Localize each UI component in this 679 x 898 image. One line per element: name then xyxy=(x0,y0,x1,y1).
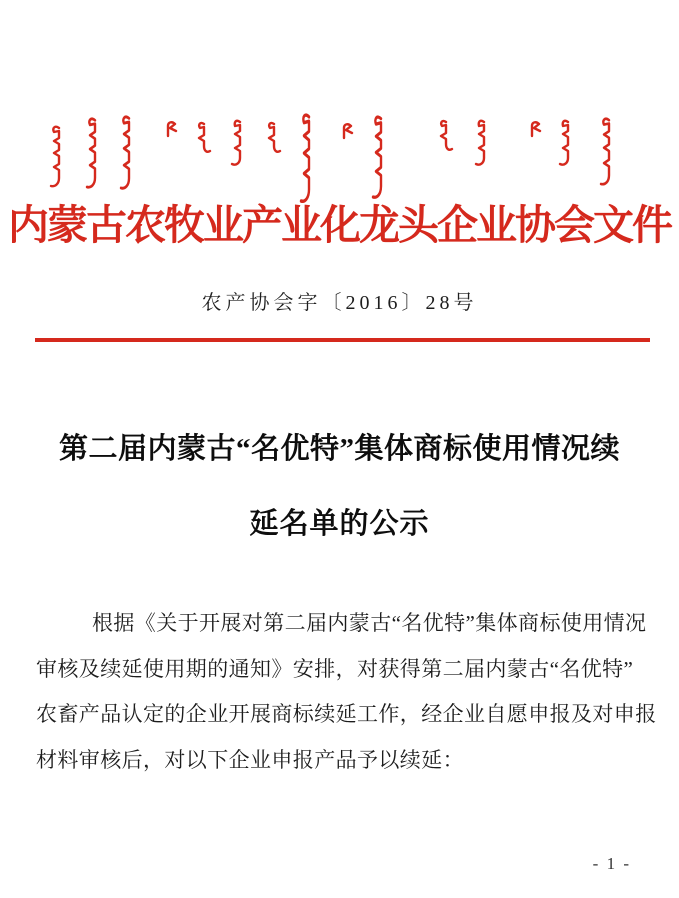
page-number: - 1 - xyxy=(592,854,631,873)
red-divider-line xyxy=(35,338,650,342)
body-line: 材料审核后，对以下企业申报产品予以续延： xyxy=(36,747,464,772)
body-paragraph xyxy=(36,601,657,783)
announcement-title-line2: 延名单的公示 xyxy=(249,508,430,540)
association-title: 内蒙古农牧业产业化龙头企业协会文件 xyxy=(8,202,671,248)
announcement-title-line1: 第二届内蒙古“名优特”集体商标使用情况续 xyxy=(58,433,620,465)
document-number: 农产协会字〔2016〕28号 xyxy=(201,292,478,314)
body-line: 农畜产品认定的企业开展商标续延工作，经企业自愿申报及对申报 xyxy=(36,702,657,726)
body-line: 根据《关于开展对第二届内蒙古“名优特”集体商标使用情况 xyxy=(92,611,647,635)
body-line: 审核及续延使用期的通知》安排，对获得第二届内蒙古“名优特” xyxy=(36,656,634,681)
